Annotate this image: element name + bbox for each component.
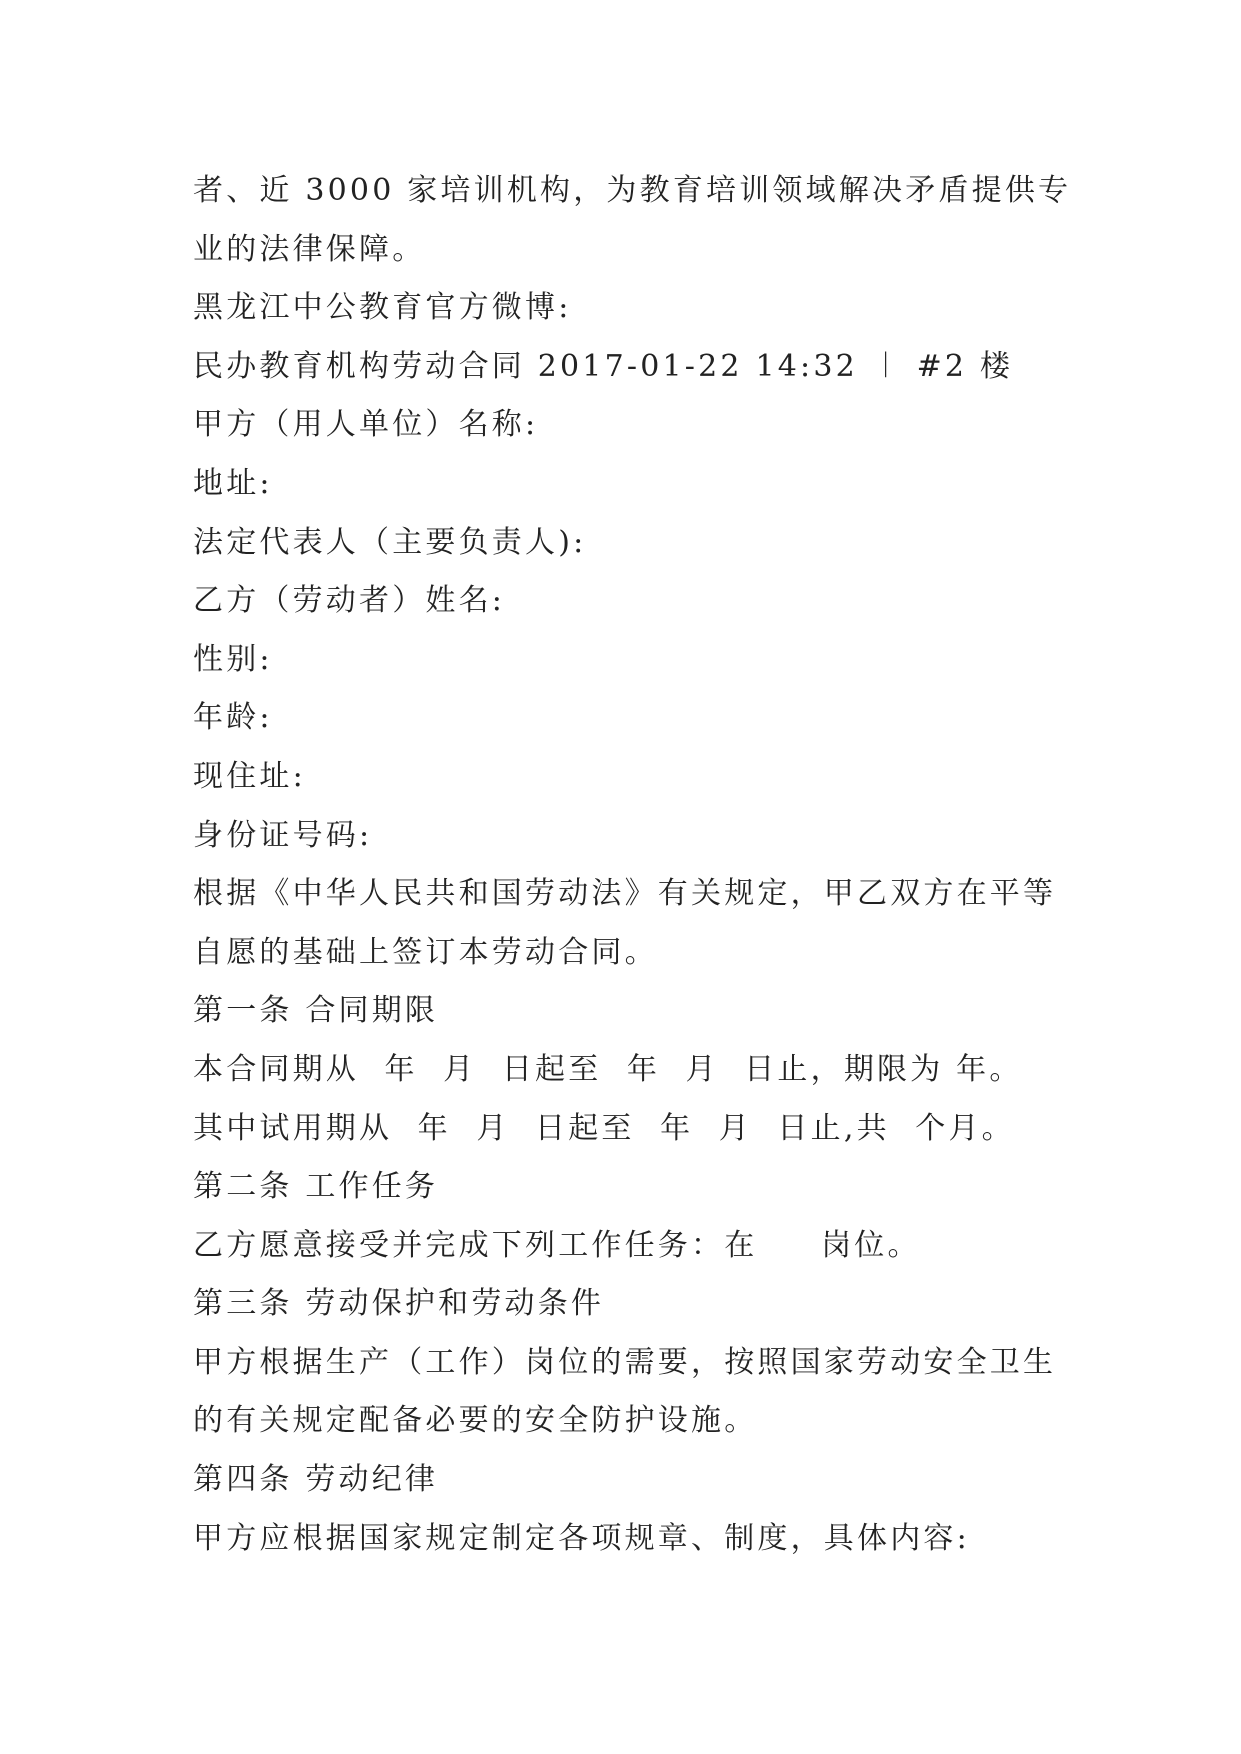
text-line: 法定代表人（主要负责人):: [193, 524, 587, 560]
text-line: 其中试用期从 年 月 日起至 年 月 日止,共 个月。: [193, 1110, 1015, 1146]
text-line: 乙方（劳动者）姓名:: [193, 583, 506, 619]
text-line: 业的法律保障。: [193, 231, 426, 267]
text-line: 甲方根据生产（工作）岗位的需要，按照国家劳动安全卫生: [193, 1344, 1057, 1380]
text-line: 身份证号码:: [193, 817, 373, 853]
text-line: 民办教育机构劳动合同 2017-01-22 14:32 ︱ #2 楼: [193, 348, 1014, 384]
text-line: 甲方（用人单位）名称:: [193, 407, 539, 443]
document-body: [193, 162, 1072, 1568]
text-line: 自愿的基础上签订本劳动合同。: [193, 934, 658, 970]
section-heading: 第一条 合同期限: [193, 993, 439, 1029]
text-line: 本合同期从 年 月 日起至 年 月 日止，期限为 年。: [193, 1051, 1023, 1087]
section-heading: 第二条 工作任务: [193, 1169, 439, 1205]
section-heading: 第四条 劳动纪律: [193, 1462, 439, 1498]
text-line: 乙方愿意接受并完成下列工作任务：在 岗位。: [193, 1227, 921, 1263]
section-heading: 第三条 劳动保护和劳动条件: [193, 1286, 605, 1322]
text-line: 者、近 3000 家培训机构，为教育培训领域解决矛盾提供专: [193, 173, 1072, 208]
text-line: 黑龙江中公教育官方微博:: [193, 290, 572, 326]
text-line: 性别:: [193, 641, 273, 677]
text-line: 现住址:: [193, 758, 306, 794]
text-line: 地址:: [193, 465, 273, 501]
text-line: 甲方应根据国家规定制定各项规章、制度，具体内容:: [193, 1520, 970, 1556]
text-line: 的有关规定配备必要的安全防护设施。: [193, 1403, 758, 1439]
text-line: 根据《中华人民共和国劳动法》有关规定，甲乙双方在平等: [193, 876, 1057, 912]
text-line: 年龄:: [193, 700, 273, 736]
